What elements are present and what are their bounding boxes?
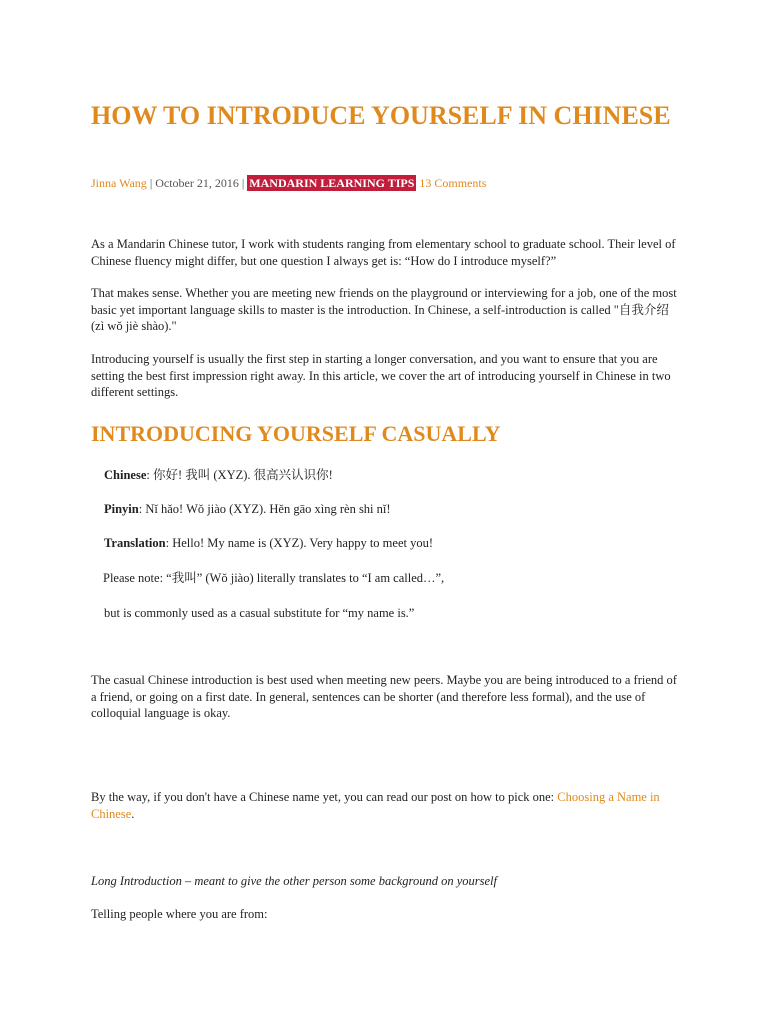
author-link[interactable]: Jinna Wang: [91, 176, 147, 190]
translation-text: : Hello! My name is (XYZ). Very happy to meet you!: [165, 536, 434, 550]
intro-paragraph-2: That makes sense. Whether you are meeting new friends on the playground or interviewing for a job, one of the most basic yet important language skills to master is the introduction. In Chinese, a self-introduction is called "自我介绍 (zì wǒ jiè shào).": [91, 286, 677, 333]
byway-text: By the way, if you don't have a Chinese name yet, you can read our post on how to pick one:: [91, 790, 558, 804]
byway-end: .: [131, 806, 135, 821]
translation-label: Translation: [104, 536, 166, 550]
choosing-name-link[interactable]: Choosing a Name in Chinese: [91, 790, 660, 821]
long-intro-heading: Long Introduction – meant to give the other person some background on yourself: [91, 874, 497, 888]
chinese-text: : 你好! 我叫 (XYZ). 很高兴认识你!: [146, 468, 333, 482]
casual-paragraph: The casual Chinese introduction is best used when meeting new peers. Maybe you are being introduced to a friend of a friend, or going on a first date. In general, sentences can be shorter (and therefore less formal), and the use of colloquial language is okay.: [91, 673, 677, 720]
section-heading: INTRODUCING YOURSELF CASUALLY: [91, 421, 501, 446]
chinese-label: Chinese: [104, 468, 147, 482]
byway-paragraph: [91, 789, 681, 822]
note-line-2: but is commonly used as a casual substitute for “my name is.”: [104, 606, 415, 620]
intro-paragraph-3: Introducing yourself is usually the first step in starting a longer conversation, and you want to ensure that you are setting the best first impression right away. In this article, we cover the art of introducing yourself in Chinese in two different settings.: [91, 352, 671, 399]
meta-separator: |: [238, 176, 248, 190]
article-title: HOW TO INTRODUCE YOURSELF IN CHINESE: [91, 101, 671, 130]
article-meta: [91, 174, 486, 192]
category-badge[interactable]: MANDARIN LEARNING TIPS: [249, 176, 415, 190]
example-pinyin: [104, 501, 391, 517]
example-translation: [104, 535, 433, 551]
pinyin-label: Pinyin: [104, 502, 139, 516]
intro-paragraph-1: As a Mandarin Chinese tutor, I work with students ranging from elementary school to graduate school. Their level of Chinese fluency might differ, but one question I always get is: “How do I introduce myself?”: [91, 237, 676, 268]
post-date: October 21, 2016: [155, 176, 239, 190]
telling-paragraph: Telling people where you are from:: [91, 907, 268, 921]
example-chinese: [104, 467, 333, 483]
meta-separator: |: [146, 176, 156, 190]
pinyin-text: : Nǐ hǎo! Wǒ jiào (XYZ). Hěn gāo xìng rèn shi nǐ!: [138, 502, 391, 516]
comments-link[interactable]: 13 Comments: [419, 176, 487, 190]
note-line-1: Please note: “我叫” (Wǒ jiào) literally translates to “I am called…”,: [103, 571, 445, 585]
